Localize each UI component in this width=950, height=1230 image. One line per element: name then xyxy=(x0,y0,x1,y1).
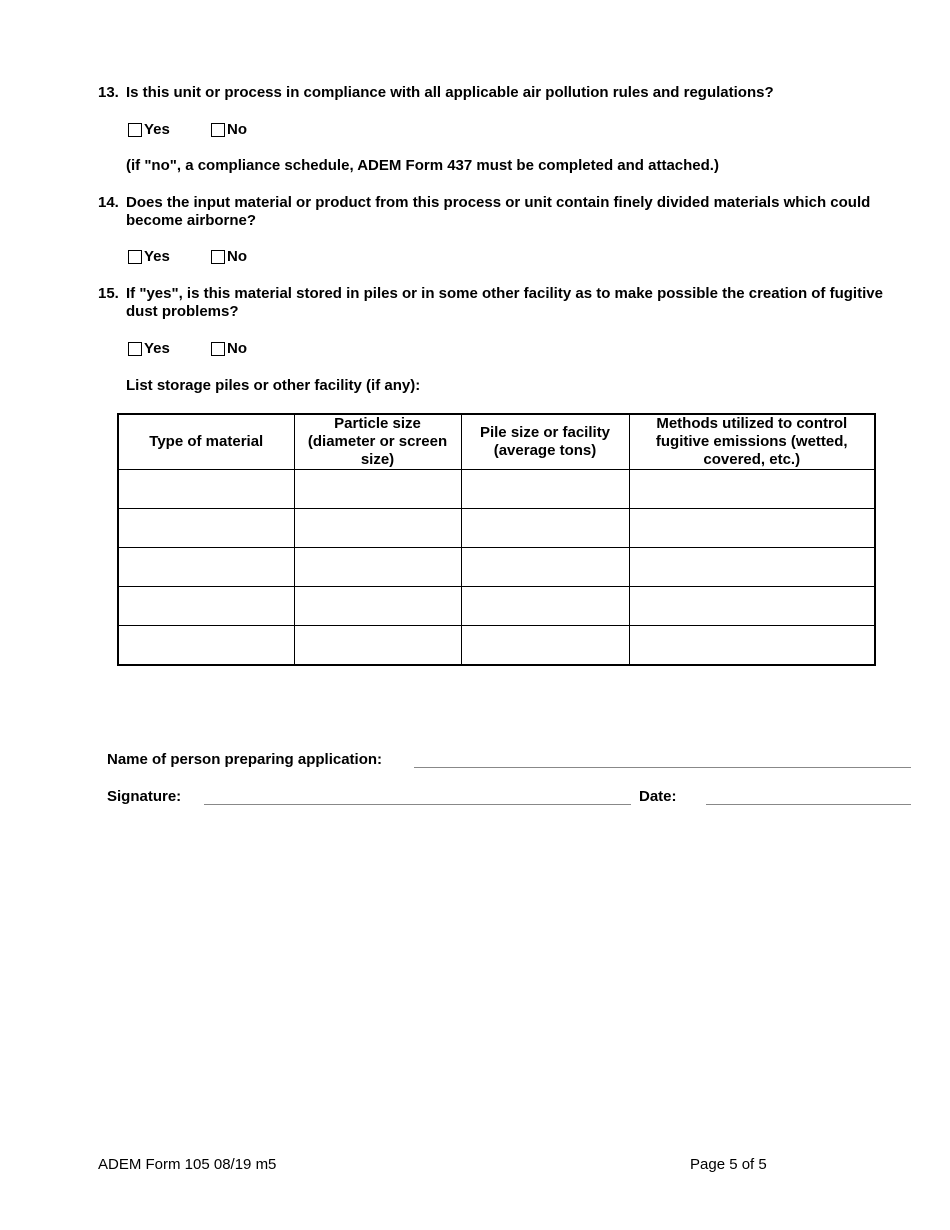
checkbox-icon xyxy=(128,342,142,356)
question-14-number: 14. xyxy=(98,194,119,211)
q15-no-label: No xyxy=(227,340,247,357)
table-row xyxy=(118,470,875,509)
table-cell[interactable] xyxy=(461,548,629,587)
question-14-text: Does the input material or product from this process or unit contain finely divided materials which could become airborne? xyxy=(126,194,871,229)
table-cell[interactable] xyxy=(294,626,461,666)
table-cell[interactable] xyxy=(629,548,875,587)
q13-no-checkbox[interactable] xyxy=(211,121,247,138)
table-cell[interactable] xyxy=(461,587,629,626)
checkbox-icon xyxy=(128,123,142,137)
header-control-methods: Methods utilized to control fugitive emissions (wetted, covered, etc.) xyxy=(629,414,875,470)
q15-no-checkbox[interactable] xyxy=(211,340,247,357)
question-15-text: If "yes", is this material stored in piles or in some other facility as to make possible the creation of fugitive dust problems? xyxy=(126,285,883,320)
date-label: Date: xyxy=(639,788,677,805)
q14-yes-checkbox[interactable] xyxy=(128,248,170,265)
table-cell[interactable] xyxy=(629,470,875,509)
table-cell[interactable] xyxy=(294,587,461,626)
q13-no-label: No xyxy=(227,121,247,138)
q15-yes-label: Yes xyxy=(144,340,170,357)
table-cell[interactable] xyxy=(461,470,629,509)
table-row xyxy=(118,548,875,587)
table-cell[interactable] xyxy=(118,509,294,548)
checkbox-icon xyxy=(211,342,225,356)
page-number: Page 5 of 5 xyxy=(690,1156,767,1173)
table-row xyxy=(118,587,875,626)
question-13-text: Is this unit or process in compliance with all applicable air pollution rules and regulations? xyxy=(126,84,774,101)
storage-piles-table xyxy=(117,413,876,666)
table-row xyxy=(118,626,875,666)
header-type-of-material: Type of material xyxy=(118,414,294,470)
storage-list-label: List storage piles or other facility (if any): xyxy=(126,377,421,394)
preparer-name-field[interactable] xyxy=(414,767,911,768)
table-cell[interactable] xyxy=(118,470,294,509)
q13-yes-label: Yes xyxy=(144,121,170,138)
checkbox-icon xyxy=(128,250,142,264)
table-cell[interactable] xyxy=(629,587,875,626)
preparer-name-label: Name of person preparing application: xyxy=(107,751,383,768)
q15-yes-checkbox[interactable] xyxy=(128,340,170,357)
q14-no-checkbox[interactable] xyxy=(211,248,247,265)
checkbox-icon xyxy=(211,123,225,137)
signature-field[interactable] xyxy=(204,804,631,805)
form-id: ADEM Form 105 08/19 m5 xyxy=(98,1156,277,1173)
table-row xyxy=(118,509,875,548)
header-particle-size: Particle size (diameter or screen size) xyxy=(294,414,461,470)
table-header-row xyxy=(118,414,875,470)
table-cell[interactable] xyxy=(294,470,461,509)
table-cell[interactable] xyxy=(629,509,875,548)
q14-no-label: No xyxy=(227,248,247,265)
table-cell[interactable] xyxy=(461,509,629,548)
q13-yes-checkbox[interactable] xyxy=(128,121,170,138)
table-cell[interactable] xyxy=(118,587,294,626)
signature-label: Signature: xyxy=(107,788,182,805)
table-cell[interactable] xyxy=(118,626,294,666)
question-13-note: (if "no", a compliance schedule, ADEM Form 437 must be completed and attached.) xyxy=(126,157,719,174)
question-15-number: 15. xyxy=(98,285,119,302)
header-pile-size: Pile size or facility (average tons) xyxy=(461,414,629,470)
checkbox-icon xyxy=(211,250,225,264)
table-cell[interactable] xyxy=(294,509,461,548)
table-cell[interactable] xyxy=(294,548,461,587)
question-13-number: 13. xyxy=(98,84,119,101)
table-cell[interactable] xyxy=(629,626,875,666)
table-cell[interactable] xyxy=(461,626,629,666)
date-field[interactable] xyxy=(706,804,911,805)
table-cell[interactable] xyxy=(118,548,294,587)
q14-yes-label: Yes xyxy=(144,248,170,265)
